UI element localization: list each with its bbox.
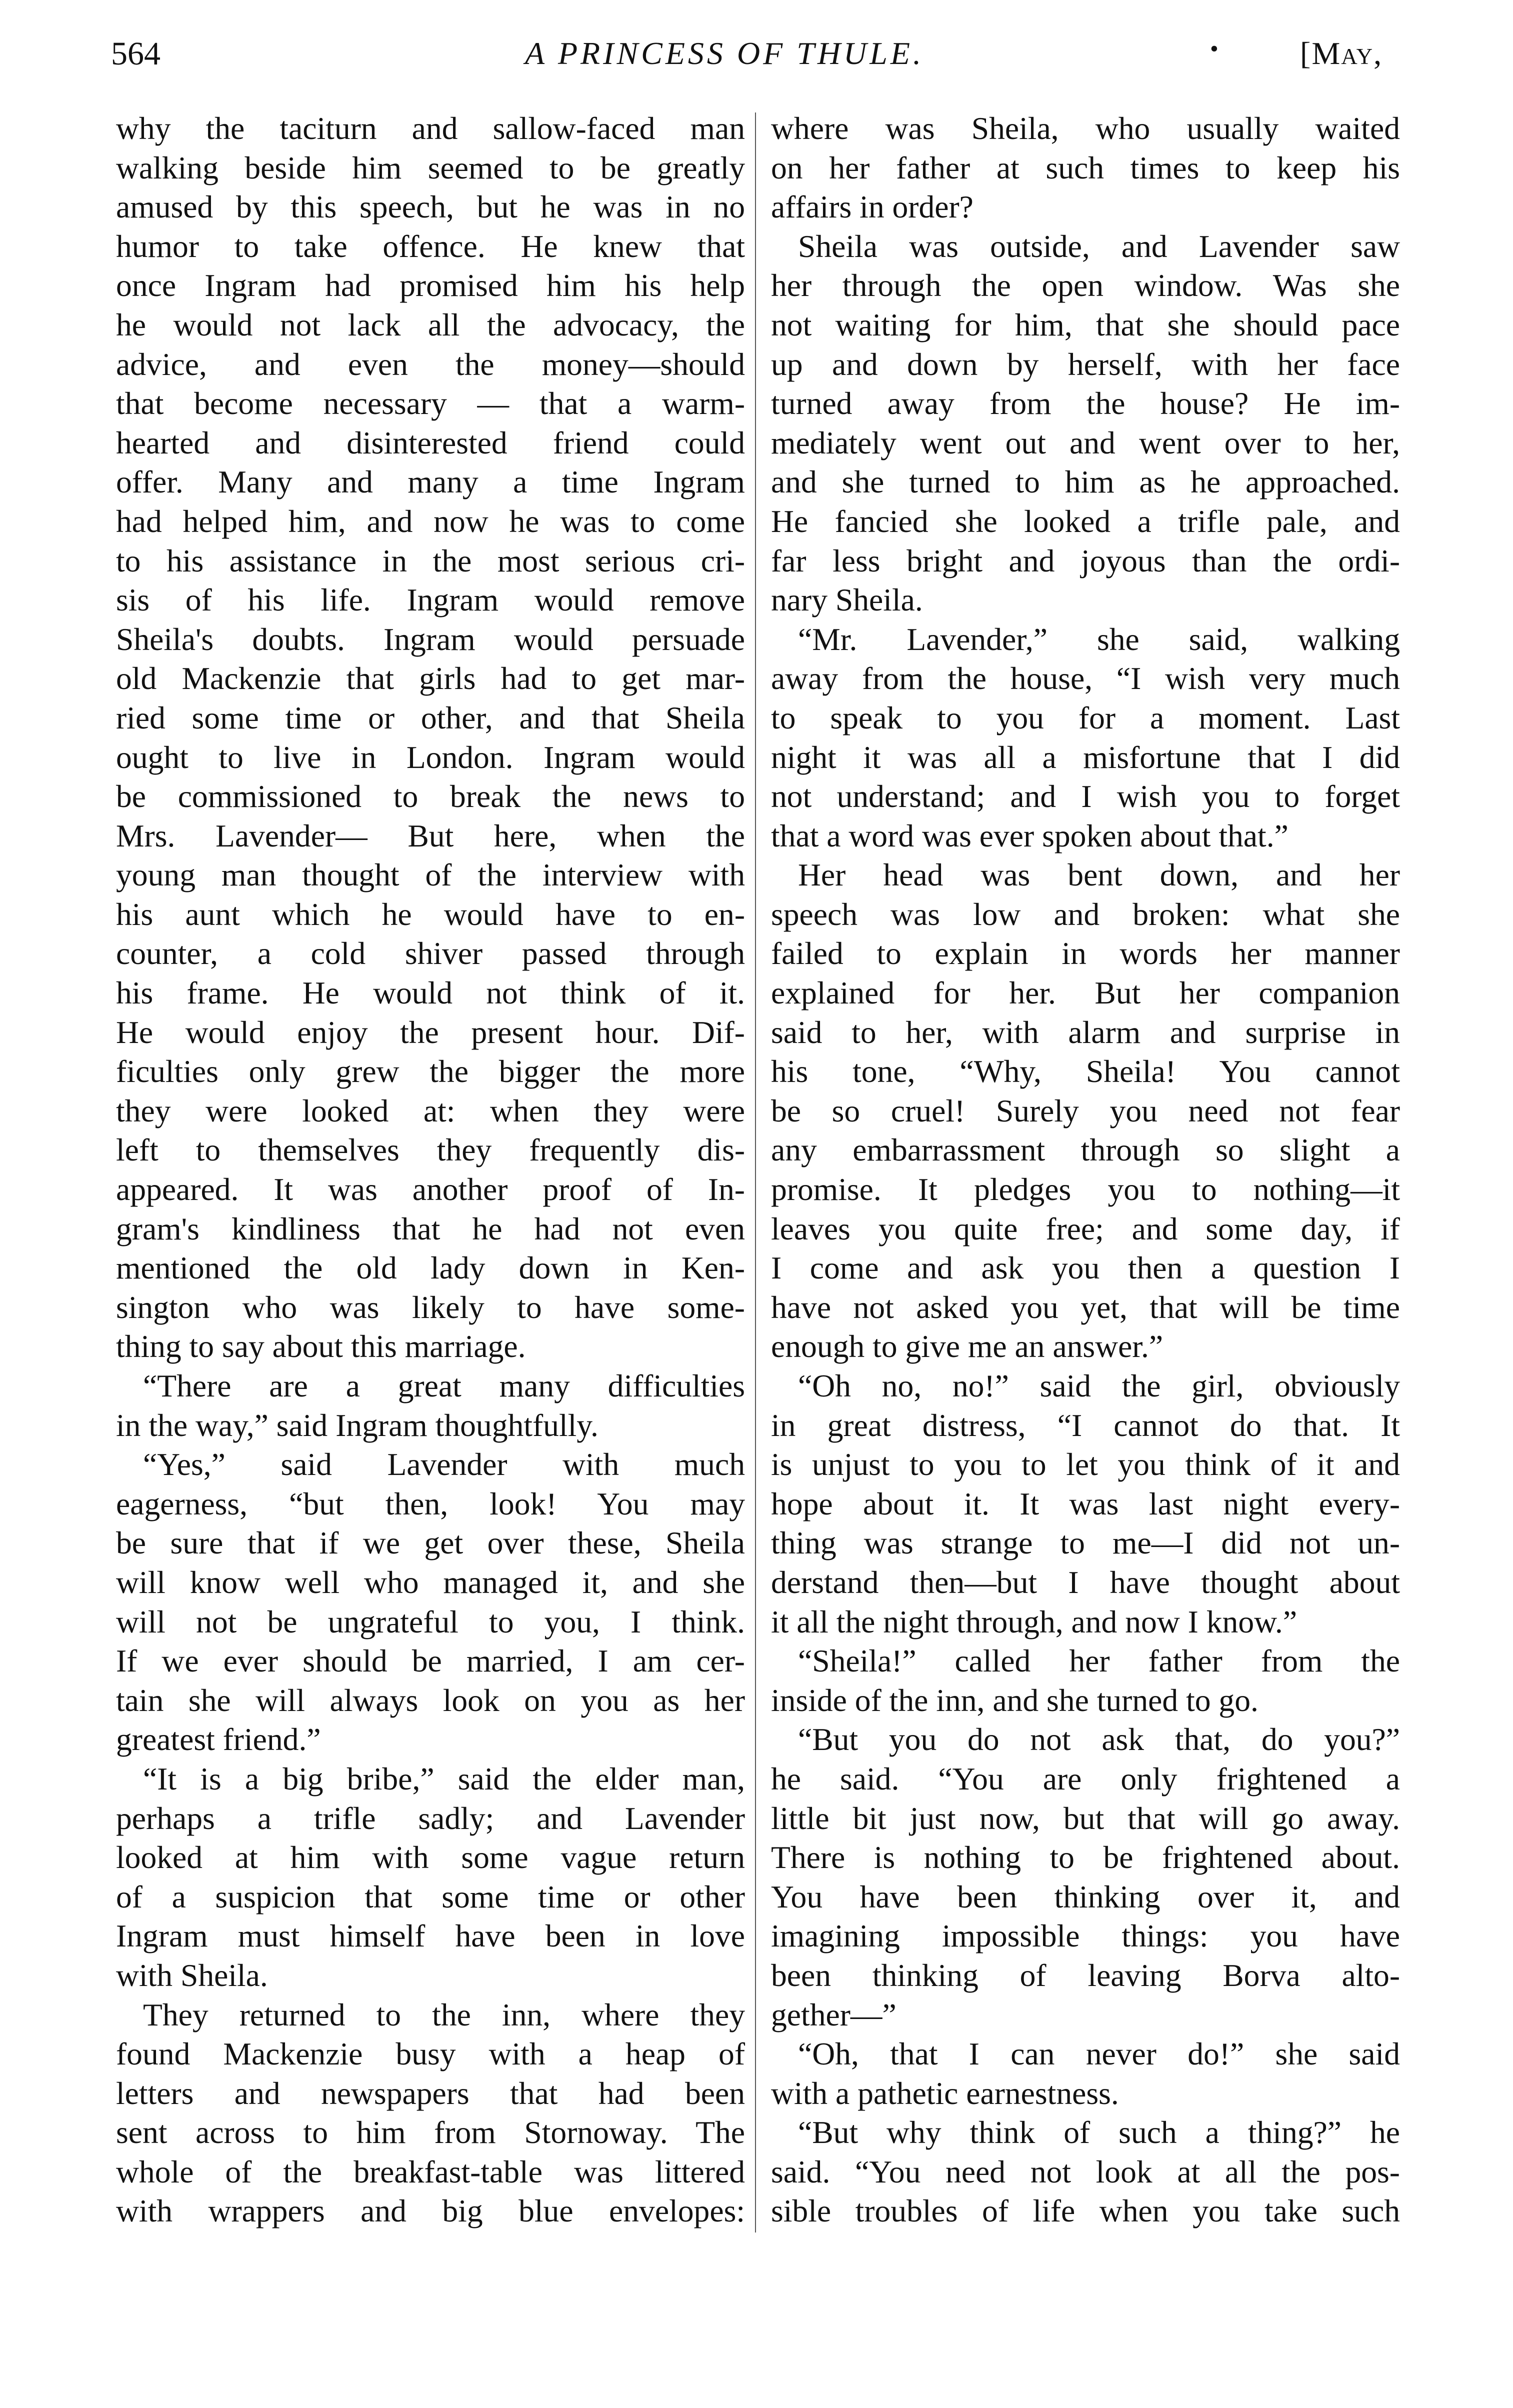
paragraph: [771, 856, 1400, 1366]
text-line: walking beside him seemed to be greatly: [116, 150, 745, 186]
text-line: will know well who managed it, and she: [116, 1564, 745, 1600]
text-line: ried some time or other, and that Sheila: [116, 700, 745, 736]
paragraph: [116, 1760, 745, 1996]
text-line: speech was low and broken: what she: [771, 896, 1400, 932]
text-line: He would enjoy the present hour. Dif-: [116, 1014, 745, 1050]
text-line: enough to give me an answer.”: [771, 1328, 1164, 1364]
text-line: inside of the inn, and she turned to go.: [771, 1682, 1258, 1718]
text-line: thing was strange to me—I did not un-: [771, 1525, 1400, 1561]
paragraph: [771, 2113, 1400, 2231]
text-line: and she turned to him as he approached.: [771, 464, 1400, 500]
text-line: There is nothing to be frightened about.: [771, 1840, 1400, 1876]
text-line: amused by this speech, but he was in no: [116, 189, 745, 225]
text-line: explained for her. But her companion: [771, 975, 1400, 1011]
text-line: he would not lack all the advocacy, the: [116, 306, 745, 342]
text-line: looked at him with some vague return: [116, 1840, 745, 1876]
text-line: They returned to the inn, where they: [143, 1996, 745, 2032]
text-line: with a pathetic earnestness.: [771, 2075, 1119, 2111]
text-line: “There are a great many difficulties: [143, 1368, 745, 1404]
text-line: far less bright and joyous than the ordi-: [771, 542, 1400, 578]
text-line: not waiting for him, that she should pace: [771, 306, 1400, 342]
text-line: affairs in order?: [771, 189, 974, 225]
text-line: If we ever should be married, I am cer-: [116, 1643, 745, 1679]
text-line: had helped him, and now he was to come: [116, 503, 745, 539]
text-line: be sure that if we get over these, Sheila: [116, 1525, 745, 1561]
text-line: hearted and disinterested friend could: [116, 424, 745, 460]
text-line: with wrappers and big blue envelopes:: [116, 2193, 745, 2229]
text-line: young man thought of the interview with: [116, 857, 745, 893]
text-line: any embarrassment through so slight a: [771, 1132, 1400, 1168]
text-line: on her father at such times to keep his: [771, 150, 1400, 186]
text-line: sington who was likely to have some-: [116, 1289, 745, 1325]
text-line: up and down by herself, with her face: [771, 346, 1400, 382]
text-line: to his assistance in the most serious cri-: [116, 542, 745, 578]
text-line: Mrs. Lavender— But here, when the: [116, 818, 745, 854]
text-line: said to her, with alarm and surprise in: [771, 1014, 1400, 1050]
text-line: it all the night through, and now I know.”: [771, 1604, 1298, 1640]
text-line: mentioned the old lady down in Ken-: [116, 1250, 745, 1286]
paragraph: [771, 1720, 1400, 2034]
text-line: sible troubles of life when you take such: [771, 2193, 1400, 2229]
text-line: gram's kindliness that he had not even: [116, 1210, 745, 1246]
paragraph: [771, 620, 1400, 856]
text-line: Sheila was outside, and Lavender saw: [798, 228, 1400, 264]
text-line: that a word was ever spoken about that.”: [771, 818, 1288, 854]
paragraph: [116, 1366, 745, 1445]
paragraph: [771, 1642, 1400, 1720]
text-line: I come and ask you then a question I: [771, 1250, 1400, 1286]
text-line: once Ingram had promised him his help: [116, 268, 745, 304]
text-line: left to themselves they frequently dis-: [116, 1132, 745, 1168]
right-column: [771, 109, 1400, 2231]
text-line: not understand; and I wish you to forget: [771, 778, 1400, 814]
text-line: little bit just now, but that will go away.: [771, 1800, 1400, 1836]
text-line: promise. It pledges you to nothing—it: [771, 1172, 1400, 1208]
text-line: his tone, “Why, Sheila! You cannot: [771, 1054, 1400, 1090]
left-column: [116, 109, 745, 2231]
text-line: nary Sheila.: [771, 582, 923, 618]
text-line: have not asked you yet, that will be time: [771, 1289, 1400, 1325]
text-line: his aunt which he would have to en-: [116, 896, 745, 932]
text-line: letters and newspapers that had been: [116, 2075, 745, 2111]
text-line: night it was all a misfortune that I did: [771, 739, 1400, 775]
text-line: away from the house, “I wish very much: [771, 660, 1400, 696]
text-line: humor to take offence. He knew that: [116, 228, 745, 264]
text-line: appeared. It was another proof of In-: [116, 1172, 745, 1208]
text-line: “Oh no, no!” said the girl, obviously: [798, 1368, 1400, 1404]
text-line: said. “You need not look at all the pos-: [771, 2154, 1400, 2190]
text-line: eagerness, “but then, look! You may: [116, 1486, 745, 1522]
text-line: derstand then—but I have thought about: [771, 1564, 1400, 1600]
text-line: his frame. He would not think of it.: [116, 975, 745, 1011]
paragraph: [771, 227, 1400, 620]
text-line: “Sheila!” called her father from the: [798, 1643, 1400, 1679]
text-line: with Sheila.: [116, 1957, 268, 1993]
text-line: in the way,” said Ingram thoughtfully.: [116, 1407, 598, 1443]
text-line: be commissioned to break the news to: [116, 778, 745, 814]
text-line: greatest friend.”: [116, 1722, 321, 1758]
text-line: her through the open window. Was she: [771, 268, 1400, 304]
paragraph: [116, 109, 745, 1366]
running-title: A PRINCESS OF THULE.: [525, 36, 924, 71]
text-line: offer. Many and many a time Ingram: [116, 464, 745, 500]
paragraph: [771, 1366, 1400, 1642]
text-line: in great distress, “I cannot do that. It: [771, 1407, 1400, 1443]
ornament-mark: •: [1210, 36, 1218, 62]
text-line: why the taciturn and sallow-faced man: [116, 110, 745, 146]
text-line: failed to explain in words her manner: [771, 936, 1400, 972]
issue-month: [May,: [1300, 36, 1383, 71]
paragraph: [771, 2034, 1400, 2113]
text-line: You have been thinking over it, and: [771, 1878, 1400, 1914]
text-line: Her head was bent down, and her: [798, 857, 1400, 893]
text-line: “But you do not ask that, do you?”: [798, 1722, 1400, 1758]
text-line: turned away from the house? He im-: [771, 386, 1400, 422]
text-line: hope about it. It was last night every-: [771, 1486, 1400, 1522]
text-line: imagining impossible things: you have: [771, 1918, 1400, 1954]
text-line: is unjust to you to let you think of it and: [771, 1446, 1400, 1482]
text-line: “Oh, that I can never do!” she said: [798, 2036, 1400, 2072]
text-line: will not be ungrateful to you, I think.: [116, 1604, 745, 1640]
running-header: [0, 30, 1513, 90]
paragraph: [771, 109, 1400, 227]
column-divider: [755, 112, 756, 2232]
text-line: mediately went out and went over to her,: [771, 424, 1400, 460]
text-line: be so cruel! Surely you need not fear: [771, 1092, 1400, 1128]
text-line: Ingram must himself have been in love: [116, 1918, 745, 1954]
text-line: ought to live in London. Ingram would: [116, 739, 745, 775]
text-line: advice, and even the money—should: [116, 346, 745, 382]
text-line: “Mr. Lavender,” she said, walking: [798, 621, 1400, 657]
text-line: where was Sheila, who usually waited: [771, 110, 1400, 146]
text-line: ficulties only grew the bigger the more: [116, 1054, 745, 1090]
text-line: tain she will always look on you as her: [116, 1682, 745, 1718]
text-line: been thinking of leaving Borva alto-: [771, 1957, 1400, 1993]
text-line: sent across to him from Stornoway. The: [116, 2114, 745, 2150]
text-line: he said. “You are only frightened a: [771, 1760, 1400, 1796]
text-line: they were looked at: when they were: [116, 1092, 745, 1128]
text-line: “Yes,” said Lavender with much: [143, 1446, 745, 1482]
text-line: “It is a big bribe,” said the elder man,: [143, 1760, 745, 1796]
paragraph: [116, 1996, 745, 2232]
text-line: “But why think of such a thing?” he: [798, 2114, 1400, 2150]
text-line: counter, a cold shiver passed through: [116, 936, 745, 972]
text-line: thing to say about this marriage.: [116, 1328, 526, 1364]
text-line: Sheila's doubts. Ingram would persuade: [116, 621, 745, 657]
text-line: that become necessary — that a warm-: [116, 386, 745, 422]
text-line: leaves you quite free; and some day, if: [771, 1210, 1400, 1246]
text-line: whole of the breakfast-table was littered: [116, 2154, 745, 2190]
text-line: perhaps a trifle sadly; and Lavender: [116, 1800, 745, 1836]
text-line: old Mackenzie that girls had to get mar-: [116, 660, 745, 696]
page-number: 564: [111, 36, 160, 72]
text-line: found Mackenzie busy with a heap of: [116, 2036, 745, 2072]
text-line: sis of his life. Ingram would remove: [116, 582, 745, 618]
text-line: He fancied she looked a trifle pale, and: [771, 503, 1400, 539]
text-line: to speak to you for a moment. Last: [771, 700, 1400, 736]
paragraph: [116, 1445, 745, 1760]
text-line: gether—”: [771, 1996, 896, 2032]
text-line: of a suspicion that some time or other: [116, 1878, 745, 1914]
